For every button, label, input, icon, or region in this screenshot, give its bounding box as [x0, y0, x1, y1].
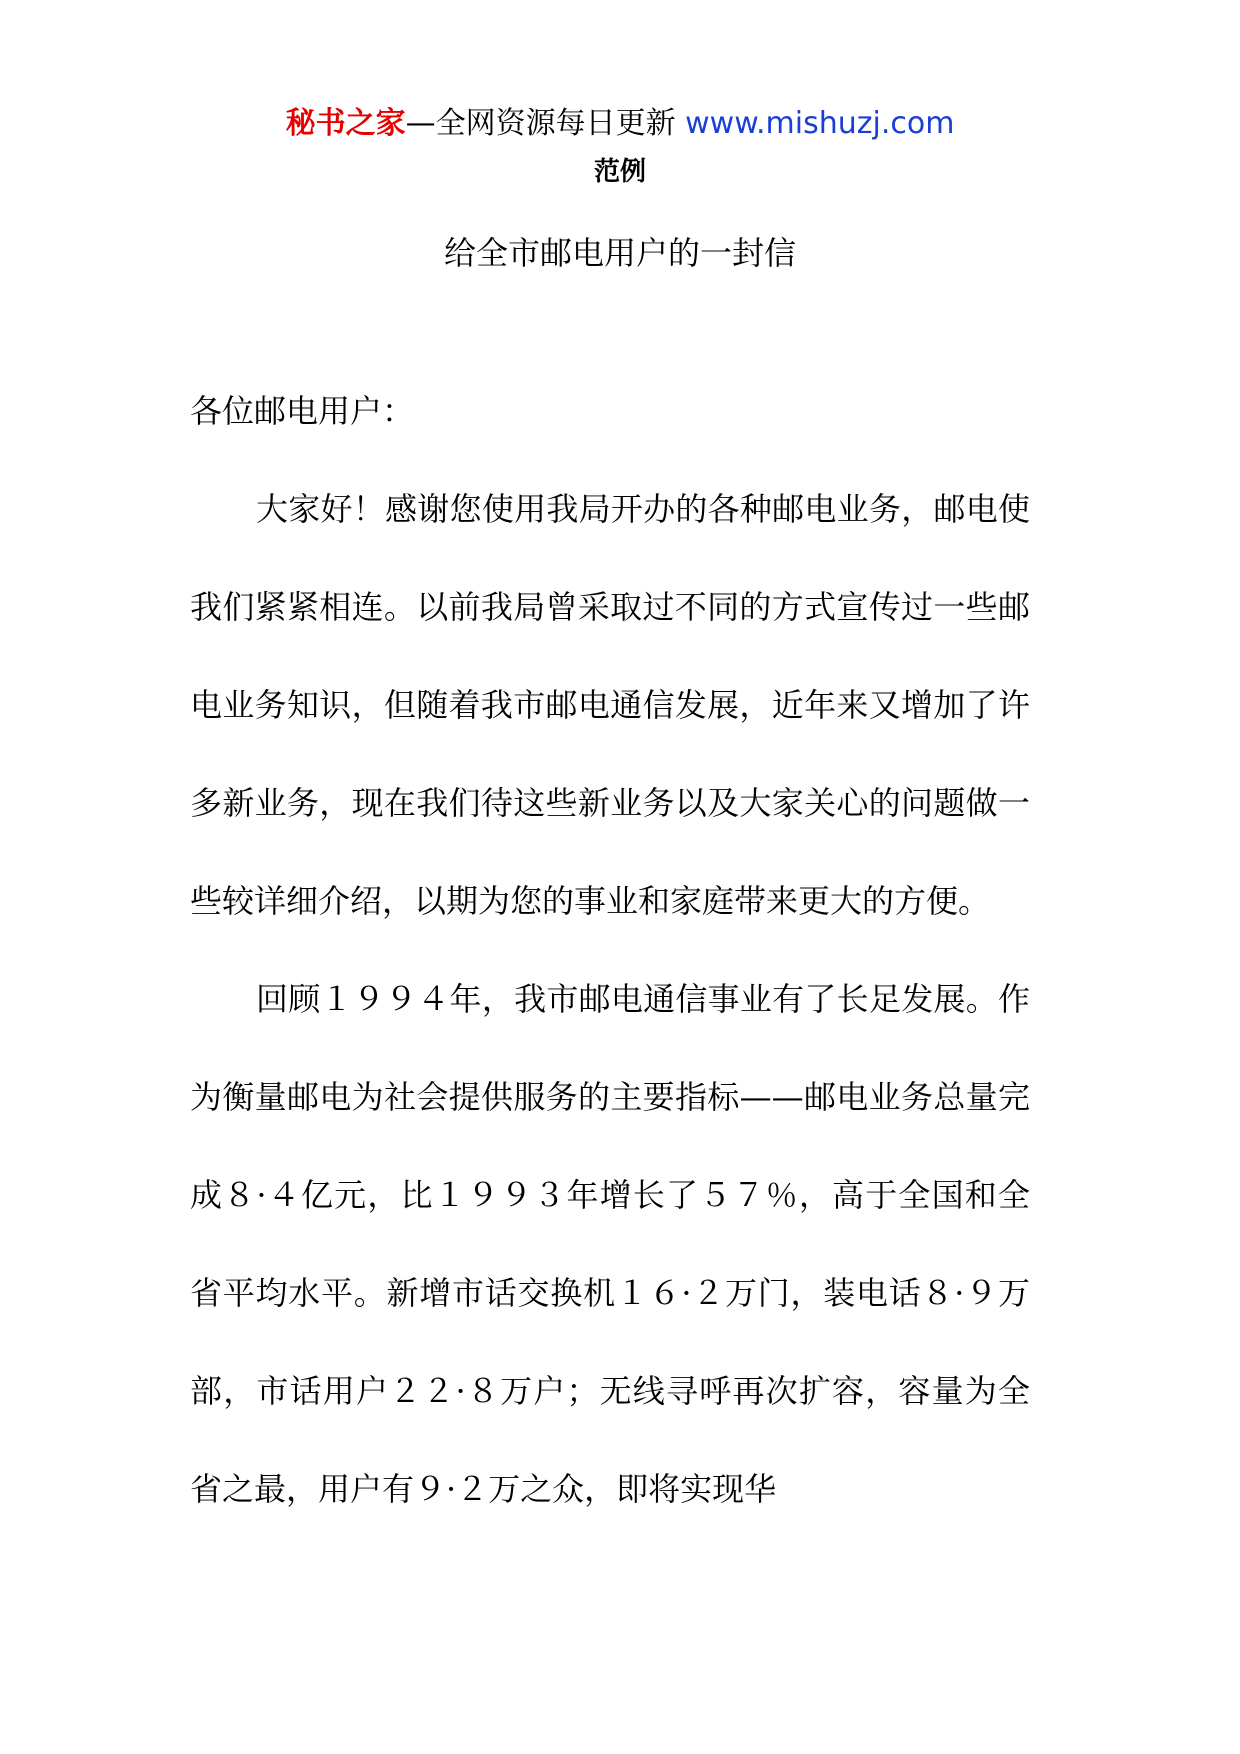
- letter-body: [190, 362, 1030, 1538]
- section-label: 范例: [593, 157, 646, 187]
- site-header: [0, 102, 1240, 146]
- paragraph-2: 回顾１９９４年，我市邮电通信事业有了长足发展。作为衡量邮电为社会提供服务的主要指标——邮电业务总量完成８·４亿元，比１９９３年增长了５７％，高于全国和全省平均水平。新增市话交换机１６·２万门，装电话８·９万部，市话用户２２·８万户；无线寻呼再次扩容，容量为全省之最，用户有９·２万之众，即将实现华: [190, 980, 1030, 1508]
- document-title: 给全市邮电用户的一封信: [443, 234, 796, 272]
- salutation: 各位邮电用户：: [190, 392, 415, 430]
- brand-name: 秘书之家: [285, 106, 406, 141]
- site-url-link[interactable]: www.mishuzj.com: [685, 106, 955, 141]
- site-slogan: —全网资源每日更新: [405, 106, 686, 141]
- paragraph-1: 大家好！感谢您使用我局开办的各种邮电业务，邮电使我们紧紧相连。以前我局曾采取过不同的方式宣传过一些邮电业务知识，但随着我市邮电通信发展，近年来又增加了许多新业务，现在我们待这些新业务以及大家关心的问题做一些较详细介绍，以期为您的事业和家庭带来更大的方便。: [190, 490, 1030, 920]
